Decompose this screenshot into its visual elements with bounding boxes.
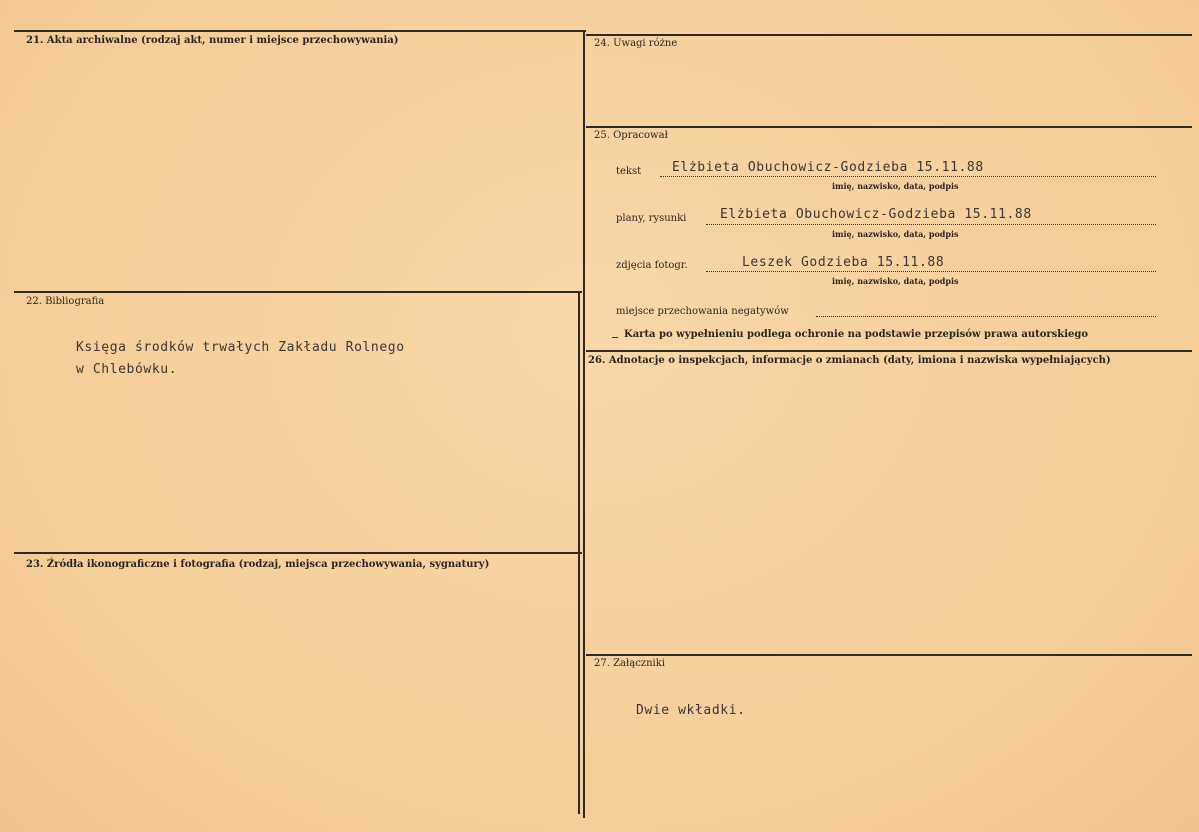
top-rule-left bbox=[14, 30, 586, 32]
section-23-label: 23. Źródła ikonograficzne i fotografia (rodzaj, miejsca przechowywania, sygnatury) bbox=[26, 559, 490, 570]
field-zdjecia-line bbox=[706, 271, 1156, 272]
section-22-label: 22. Bibliografia bbox=[26, 296, 105, 307]
top-rule-right bbox=[586, 34, 1192, 36]
field-tekst-label: tekst bbox=[616, 166, 642, 177]
copyright-note: Karta po wypełnieniu podlega ochronie na podstawie przepisów prawa autorskiego bbox=[624, 329, 1089, 340]
field-tekst-caption: imię, nazwisko, data, podpis bbox=[832, 181, 959, 191]
field-plany-caption: imię, nazwisko, data, podpis bbox=[832, 229, 959, 239]
field-zdjecia-value: Leszek Godzieba 15.11.88 bbox=[742, 255, 945, 270]
rule-24-25 bbox=[586, 126, 1192, 128]
attachments-text: Dwie wkładki. bbox=[636, 703, 746, 718]
field-zdjecia-caption: imię, nazwisko, data, podpis bbox=[832, 276, 959, 286]
bibliography-line-2: w Chlebówku. bbox=[76, 362, 178, 377]
field-tekst-line bbox=[660, 176, 1156, 177]
field-plany-label: plany, rysunki bbox=[616, 213, 687, 224]
negatives-label: miejsce przechowania negatywów bbox=[616, 306, 789, 317]
bibliography-line-1: Księga środków trwałych Zakładu Rolnego bbox=[76, 340, 405, 355]
section-27-label: 27. Załączniki bbox=[594, 658, 665, 669]
rule-22-23 bbox=[14, 552, 582, 554]
copyright-dash bbox=[612, 337, 618, 338]
section-26-label: 26. Adnotacje o inspekcjach, informacje o zmianach (daty, imiona i nazwiska wypełniających) bbox=[588, 355, 1111, 366]
rule-26-27 bbox=[586, 654, 1192, 656]
negatives-line bbox=[816, 316, 1156, 317]
section-21-label: 21. Akta archiwalne (rodzaj akt, numer i miejsce przechowywania) bbox=[26, 35, 399, 46]
field-plany-line bbox=[706, 224, 1156, 225]
field-plany-value: Elżbieta Obuchowicz-Godzieba 15.11.88 bbox=[720, 207, 1032, 222]
rule-25-26 bbox=[586, 350, 1192, 352]
field-tekst-value: Elżbieta Obuchowicz-Godzieba 15.11.88 bbox=[672, 160, 984, 175]
center-divider bbox=[583, 30, 585, 818]
field-zdjecia-label: zdjęcia fotogr. bbox=[616, 260, 688, 271]
section-25-label: 25. Opracował bbox=[594, 130, 668, 141]
rule-21-22 bbox=[14, 291, 582, 293]
section-24-label: 24. Uwagi różne bbox=[594, 38, 678, 49]
